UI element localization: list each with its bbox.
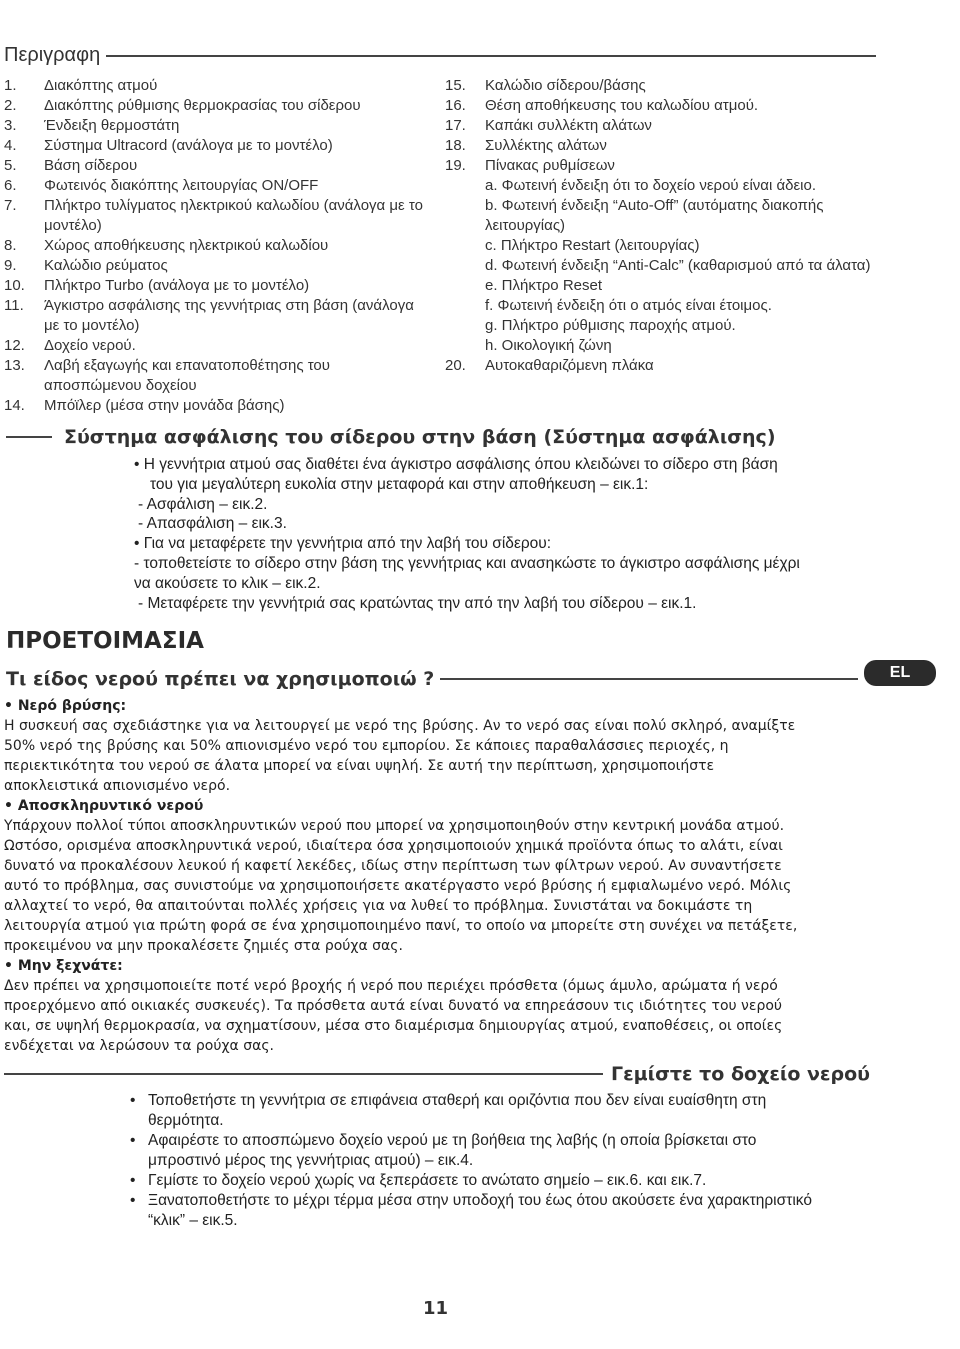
header-rule xyxy=(440,678,858,680)
section-label: • Νερό βρύσης: xyxy=(4,698,127,714)
locking-line: να ακούσετε το κλικ – εικ.2. xyxy=(134,574,321,592)
description-header xyxy=(4,44,876,67)
item-text: Θέση αποθήκευσης του καλωδίου ατμού. xyxy=(485,97,759,114)
bullet-text xyxy=(148,1091,875,1131)
list-item xyxy=(4,356,424,396)
item-number: 5. xyxy=(4,157,17,174)
item-text: Δοχείο νερού. xyxy=(44,337,136,354)
list-item xyxy=(4,336,424,356)
header-rule xyxy=(6,436,52,438)
sub-item: g. Πλήκτρο ρύθμισης παροχής ατμού. xyxy=(485,317,736,334)
item-number: 20. xyxy=(445,357,466,374)
sub-item: f. Φωτεινή ένδειξη ότι ο ατμός είναι έτοιμος. xyxy=(485,297,772,314)
item-number: 1. xyxy=(4,77,17,94)
sub-item: b. Φωτεινή ένδειξη “Auto-Off” (αυτόματης διακοπής λειτουργίας) xyxy=(485,197,824,234)
item-text: Πλήκτρο τυλίγματος ηλεκτρικού καλωδίου (ανάλογα με το μοντέλο) xyxy=(44,197,423,234)
item-text: Βάση σίδερου xyxy=(44,157,138,174)
item-text: Διακόπτης ατμού xyxy=(44,77,158,94)
bullet-line: θερμότητα. xyxy=(148,1112,224,1129)
item-text: Αυτοκαθαριζόμενη πλάκα xyxy=(485,357,654,374)
item-text: Διακόπτης ρύθμισης θερμοκρασίας του σίδερου xyxy=(44,97,361,114)
sub-item: h. Οικολογική ζώνη xyxy=(485,337,612,354)
paragraph-line: Υπάρχουν πολλοί τύποι αποσκληρυντικών νερού που μπορεί να χρησιμοποιηθούν στην κεντρική μονάδα ατμού. xyxy=(4,818,785,834)
header-rule xyxy=(4,1073,603,1075)
list-item xyxy=(4,136,424,156)
locking-line: - Ασφάλιση – εικ.2. xyxy=(138,495,268,513)
bullet-line: Γεμίστε το δοχείο νερού χωρίς να ξεπεράσετε το ανώτατο σημείο – εικ.6. και εικ.7. xyxy=(148,1172,707,1189)
language-badge: EL xyxy=(864,660,936,686)
section-label: • Αποσκληρυντικό νερού xyxy=(4,798,204,814)
item-number: 14. xyxy=(4,397,25,414)
paragraph-line: και, σε υψηλή θερμοκρασία, να σχηματίσουν, μέσα στο διαμέρισμα δημιουργίας ατμού, εναποθέσεις, οι οποίες xyxy=(4,1018,783,1034)
fill-tank-steps xyxy=(130,1091,875,1231)
item-text: Καπάκι συλλέκτη αλάτων xyxy=(485,117,652,134)
list-item xyxy=(4,256,424,276)
item-number: 12. xyxy=(4,337,25,354)
sub-item: d. Φωτεινή ένδειξη “Anti-Calc” (καθαρισμού από τα άλατα) xyxy=(485,257,871,274)
item-text: Μπόϊλερ (μέσα στην μονάδα βάσης) xyxy=(44,397,285,414)
water-type-title: Τι είδος νερού πρέπει να χρησιμοποιώ ? xyxy=(6,668,435,690)
item-number: 2. xyxy=(4,97,17,114)
paragraph-line: 50% νερό της βρύσης και 50% απιονισμένο νερό του εμπορίου. Σε κάποιες παραθαλάσσιες περιοχές, η xyxy=(4,738,729,754)
sub-item: e. Πλήκτρο Reset xyxy=(485,277,603,294)
item-text: Σύστημα Ultracord (ανάλογα με το μοντέλο) xyxy=(44,137,333,154)
header-rule xyxy=(106,55,876,57)
locking-line: - τοποθετείστε το σίδερο στην βάση της γεννήτριας και ανασηκώστε το άγκιστρο ασφάλισης μέχρι xyxy=(134,554,800,572)
paragraph-line: αυτό το πρόβλημα, σας συνιστούμε να χρησιμοποιήσετε ακατέργαστο νερό βρύσης ή εμφιαλωμένο νερό. Μόλις xyxy=(4,878,792,894)
parts-list-right xyxy=(445,76,875,376)
paragraph-line: λειτουργία ατμού για πρώτη φορά σε ένα χρησιμοποιημένο πανί, το οποίο να μπορείτε στη συνέχει να πετάξετε, xyxy=(4,918,798,934)
list-item xyxy=(4,276,424,296)
list-item xyxy=(445,136,875,156)
list-item xyxy=(4,196,424,236)
list-item xyxy=(4,116,424,136)
list-item xyxy=(445,76,875,96)
item-text: Συλλέκτης αλάτων xyxy=(485,137,607,154)
bullet-text xyxy=(148,1131,875,1171)
list-item xyxy=(445,96,875,116)
list-item xyxy=(4,296,424,336)
water-type-header xyxy=(6,668,858,690)
item-text: Χώρος αποθήκευσης ηλεκτρικού καλωδίου xyxy=(44,237,329,254)
item-number: 4. xyxy=(4,137,17,154)
item-number: 19. xyxy=(445,157,466,174)
item-number: 11. xyxy=(4,297,24,314)
paragraph-line: Ωστόσο, ορισμένα αποσκληρυντικά νερού, ιδιαίτερα όσα χρησιμοποιούν χημικά προϊόντα όπως το αλάτι, είναι xyxy=(4,838,783,854)
bullet-icon: • xyxy=(130,1172,136,1189)
paragraph-line: περιεκτικότητα του νερού σε άλατα μπορεί να είναι υψηλή. Σε αυτή την περίπτωση, χρησιμοποιήστε xyxy=(4,758,715,774)
item-number: 17. xyxy=(445,117,466,134)
item-number: 3. xyxy=(4,117,17,134)
bullet-icon: • xyxy=(130,1092,136,1109)
paragraph-line: αποκλειστικά απιονισμένο νερό. xyxy=(4,778,231,794)
item-text: Πλήκτρο Turbo (ανάλογα με το μοντέλο) xyxy=(44,277,310,294)
bullet-line: Τοποθετήστε τη γεννήτρια σε επιφάνεια σταθερή και οριζόντια που δεν είναι ευαίσθητη στη xyxy=(148,1092,767,1109)
item-text: Ένδειξη θερμοστάτη xyxy=(44,117,180,134)
list-item xyxy=(4,76,424,96)
bullet-icon: • xyxy=(130,1132,136,1149)
list-item xyxy=(445,116,875,136)
paragraph-line: Δεν πρέπει να χρησιμοποιείτε ποτέ νερό βροχής ή νερό που περιέχει πρόσθετα (όμως άμυλο, αρώματα ή νερό xyxy=(4,978,778,994)
bullet-line: “κλικ” – εικ.5. xyxy=(148,1212,238,1229)
item-number: 16. xyxy=(445,97,466,114)
paragraph-line: ενδέχεται να λερώσουν τα ρούχα σας. xyxy=(4,1038,274,1054)
water-type-text xyxy=(4,696,884,1056)
bullet-line: μπροστινό μέρος της γεννήτριας ατμού) – εικ.4. xyxy=(148,1152,474,1169)
item-number: 10. xyxy=(4,277,25,294)
page-number: 11 xyxy=(423,1298,449,1319)
list-item xyxy=(445,156,875,176)
item-number: 6. xyxy=(4,177,17,194)
item-text: Καλώδιο ρεύματος xyxy=(44,257,168,274)
fill-tank-title: Γεμίστε το δοχείο νερού xyxy=(611,1063,870,1085)
item-text: Άγκιστρο ασφάλισης της γεννήτριας στη βάση (ανάλογα με το μοντέλο) xyxy=(44,297,414,334)
section-label: • Μην ξεχνάτε: xyxy=(4,958,123,974)
list-item xyxy=(4,236,424,256)
item-text: Πίνακας ρυθμίσεων xyxy=(485,157,615,174)
item-text: Καλώδιο σίδερου/βάσης xyxy=(485,77,646,94)
locking-line: • Η γεννήτρια ατμού σας διαθέτει ένα άγκιστρο ασφάλισης όπου κλειδώνει το σίδερο στη βάση xyxy=(134,456,778,473)
item-number: 18. xyxy=(445,137,466,154)
list-item xyxy=(4,396,424,416)
fill-tank-header xyxy=(4,1063,870,1085)
sub-item: c. Πλήκτρο Restart (λειτουργίας) xyxy=(485,237,700,254)
item-number: 15. xyxy=(445,77,466,94)
locking-line: - Απασφάλιση – εικ.3. xyxy=(138,515,287,533)
paragraph-line: προκειμένου να μην προκαλέσετε ζημιές στα ρούχα σας. xyxy=(4,938,403,954)
item-number: 13. xyxy=(4,357,25,374)
list-item xyxy=(4,156,424,176)
bullet-text xyxy=(148,1191,875,1231)
list-item xyxy=(4,96,424,116)
item-number: 7. xyxy=(4,197,17,214)
locking-text xyxy=(134,455,874,613)
paragraph-line: προερχόμενο από οικιακές συσκευές). Τα πρόσθετα αυτά είναι δυνατό να επηρεάσουν τις ιδιότητες του νερού xyxy=(4,998,782,1014)
locking-line: • Για να μεταφέρετε την γεννήτρια από την λαβή του σίδερου: xyxy=(134,535,552,553)
parts-list-left xyxy=(4,76,424,416)
item-text: Λαβή εξαγωγής και επανατοποθέτησης του αποσπώμενου δοχείου xyxy=(44,357,330,394)
preparation-title: ΠΡΟΕΤΟΙΜΑΣΙΑ xyxy=(6,628,204,654)
list-item xyxy=(4,176,424,196)
item-number: 9. xyxy=(4,257,17,274)
locking-line: - Μεταφέρετε την γεννήτριά σας κρατώντας την από την λαβή του σίδερου – εικ.1. xyxy=(138,594,697,612)
bullet-item xyxy=(130,1091,875,1131)
paragraph-line: δυνατό να προκαλέσουν λευκού ή καφετί λεκέδες, ιδίως στην περίπτωση των φίλτρων νερού. Αν συναντήσετε xyxy=(4,858,782,874)
bullet-item xyxy=(130,1191,875,1231)
locking-line: του για μεγαλύτερη ευκολία στην μεταφορά και στην αποθήκευση – εικ.1: xyxy=(150,475,649,493)
sub-item: a. Φωτεινή ένδειξη ότι το δοχείο νερού είναι άδειο. xyxy=(485,177,817,194)
locking-title: Σύστημα ασφάλισης του σίδερου στην βάση (Σύστημα ασφάλισης) xyxy=(64,426,776,448)
paragraph-line: Η συσκευή σας σχεδιάστηκε για να λειτουργεί με νερό της βρύσης. Αν το νερό σας είναι πολύ σκληρό, αναμίξτε xyxy=(4,718,796,734)
list-item xyxy=(445,356,875,376)
bullet-item xyxy=(130,1171,875,1191)
description-title: Περιγραφη xyxy=(4,44,101,66)
paragraph-line: αλλαχτεί το νερό, θα απαιτούνται πολλές χρήσεις για να λυθεί το πρόβλημα. Συνιστάται να δοκιμάστε τη xyxy=(4,898,753,914)
bullet-line: Ξανατοποθετήστε το μέχρι τέρμα μέσα στην υποδοχή του έως ότου ακούσετε ένα χαρακτηριστικό xyxy=(148,1192,812,1209)
item-text: Φωτεινός διακόπτης λειτουργίας ON/OFF xyxy=(44,177,319,194)
bullet-item xyxy=(130,1131,875,1171)
locking-header xyxy=(6,426,876,448)
bullet-text xyxy=(148,1171,875,1191)
bullet-icon: • xyxy=(130,1192,136,1209)
bullet-line: Αφαιρέστε το αποσπώμενο δοχείο νερού με τη βοήθεια της λαβής (η οποία βρίσκεται στο xyxy=(148,1132,757,1149)
item-number: 8. xyxy=(4,237,17,254)
